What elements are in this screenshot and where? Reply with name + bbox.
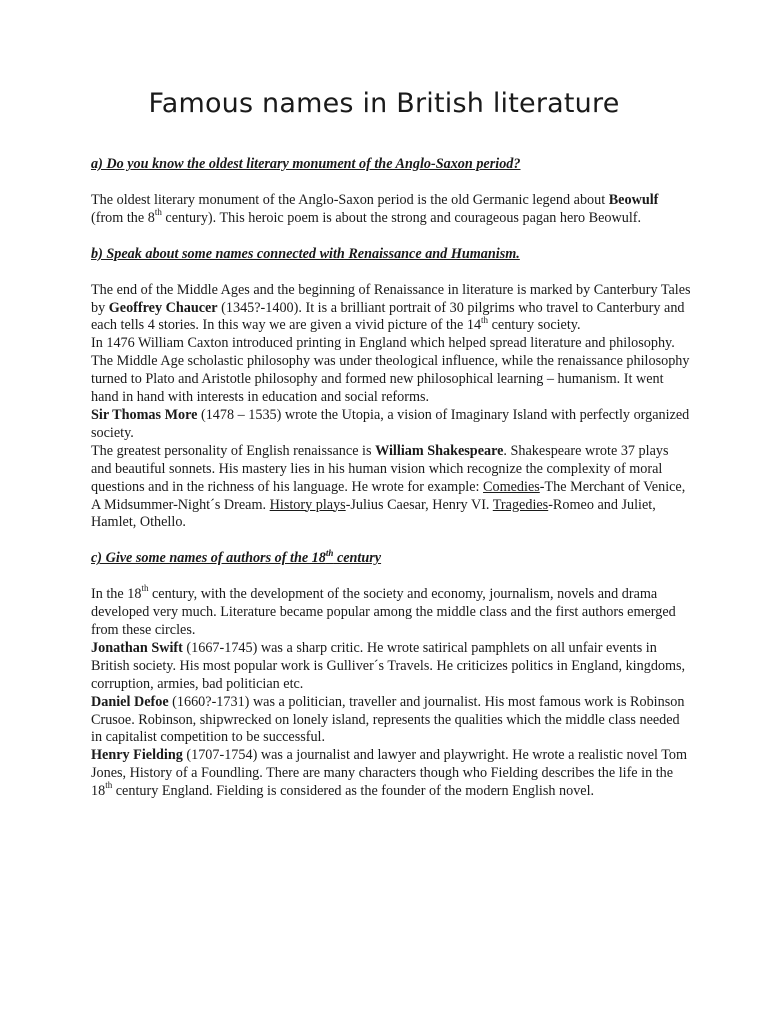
bold-name-chaucer: Geoffrey Chaucer — [108, 299, 218, 316]
bold-name-fielding: Henry Fielding — [91, 747, 183, 764]
text-run: century). This heroic poem is about the strong and courageous pagan hero Beowulf. — [161, 209, 642, 226]
answer-c-paragraph-4 — [91, 747, 691, 801]
text-run: . Shakespeare wrote 37 plays and beautiful sonnets. His mastery lies in his human vision which recognize the complexity of moral questions and in the richness of his language. He wrote for example: — [91, 442, 669, 495]
answer-a-paragraph — [91, 192, 691, 228]
answer-b-paragraph-1 — [91, 282, 691, 336]
answer-b-paragraph-2: In 1476 William Caxton introduced printing in England which helped spread literature and philosophy. The Middle Age scholastic philosophy was under theological influence, while the renaissance philosophy turned to Plato and Aristotle philosophy and formed new philosophical learning – humanism. It went hand in hand with interests in education and social reforms. — [91, 335, 690, 406]
text-run: century England. Fielding is considered as the founder of the modern English novel. — [112, 783, 595, 800]
answer-b-paragraph-4 — [91, 443, 691, 533]
answer-c-paragraph-3 — [91, 694, 691, 748]
underlined-history-plays: History plays — [269, 496, 346, 513]
text-run: -The Merchant of Venice, A Midsummer-Night´s Dream. — [91, 478, 686, 513]
text-run: -Romeo and Juliet, Hamlet, Othello. — [91, 496, 656, 531]
text-run: (1345?-1400). It is a brilliant portrait of 30 pilgrims who travel to Canterbury and each tells 4 stories. In this way we are given a vivid picture of the 14 — [91, 299, 685, 334]
question-c — [91, 547, 691, 568]
underlined-comedies: Comedies — [483, 478, 540, 495]
text-run: (1660?-1731) was a politician, traveller and journalist. His most famous work is Robinson Crusoe. Robinson, shipwrecked on lonely island, represents the qualities which the middle class needed in capitalist competition to be successful. — [91, 693, 685, 746]
text-run: (from the 8 — [91, 209, 155, 226]
text-run: In the 18 — [91, 586, 142, 603]
text-run: century, with the development of the society and economy, journalism, novels and drama developed very much. Literature became popular among the middle class and the first authors emerged from these circles. — [91, 586, 676, 639]
answer-c-paragraph-2 — [91, 640, 691, 694]
bold-name-defoe: Daniel Defoe — [91, 693, 169, 710]
answer-c-paragraph-1 — [91, 583, 691, 640]
bold-name-more: Sir Thomas More — [91, 406, 198, 423]
text-run: c) Give some names of authors of the 18 — [91, 550, 326, 567]
text-run: The end of the Middle Ages and the beginning of Renaissance in literature is marked by Canterbury Tales by — [91, 281, 691, 316]
document-body — [91, 156, 691, 801]
text-run: century society. — [488, 317, 581, 334]
bold-name-shakespeare: William Shakespeare — [375, 442, 504, 459]
text-run: century — [333, 550, 382, 567]
text-run: (1707-1754) was a journalist and lawyer and playwright. He wrote a realistic novel Tom Jones, History of a Foundling. There are many characters though who Fielding describes the life in the 18 — [91, 747, 688, 800]
superscript: th — [481, 314, 489, 325]
text-run: The greatest personality of English renaissance is — [91, 442, 376, 459]
bold-name-swift: Jonathan Swift — [91, 639, 183, 656]
underlined-tragedies: Tragedies — [492, 496, 549, 513]
superscript: th — [105, 780, 113, 791]
superscript: th — [154, 207, 162, 218]
superscript: th — [141, 583, 149, 594]
answer-b-paragraph-3 — [91, 407, 691, 443]
text-run: (1478 – 1535) wrote the Utopia, a vision of Imaginary Island with perfectly organized society. — [91, 406, 690, 441]
text-run: The oldest literary monument of the Anglo-Saxon period is the old Germanic legend about — [91, 191, 609, 208]
text-run: -Julius Caesar, Henry VI. — [345, 496, 493, 513]
question-a: a) Do you know the oldest literary monument of the Anglo-Saxon period? — [91, 156, 521, 172]
question-b: b) Speak about some names connected with Renaissance and Humanism. — [91, 245, 520, 262]
page-title: Famous names in British literature — [148, 88, 620, 119]
text-run: (1667-1745) was a sharp critic. He wrote satirical pamphlets on all unfair events in British society. His most popular work is Gulliver´s Travels. He criticizes politics in England, kingdoms, corruption, armies, bad politician etc. — [91, 639, 686, 692]
superscript: th — [325, 547, 334, 558]
bold-name-beowulf: Beowulf — [608, 191, 659, 208]
